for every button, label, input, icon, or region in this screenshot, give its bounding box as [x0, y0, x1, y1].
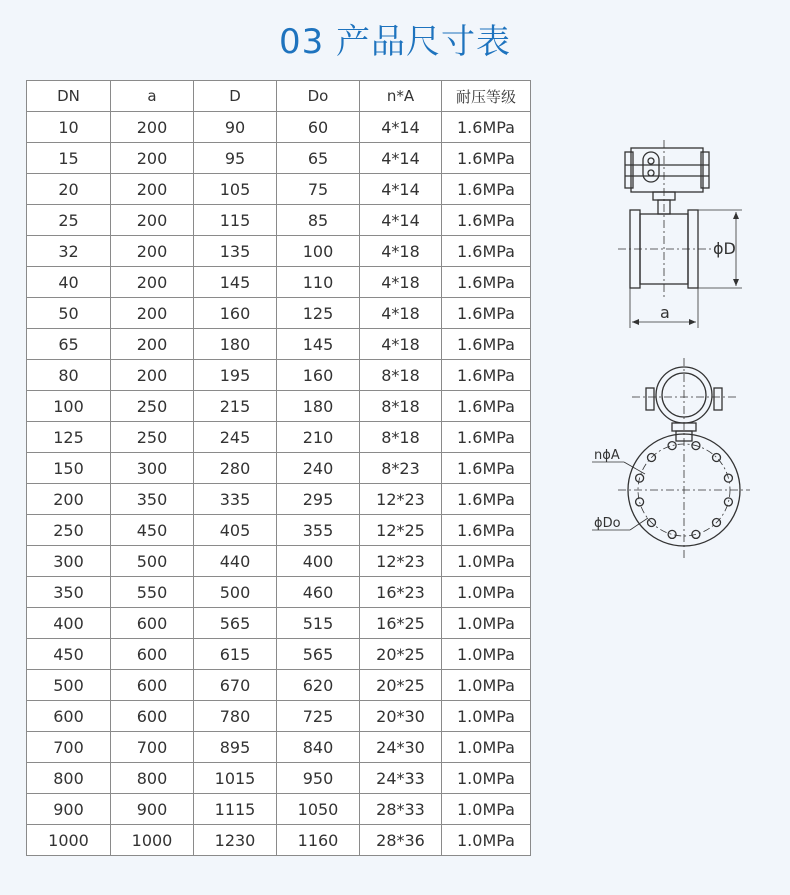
table-cell: 65: [277, 143, 360, 174]
table-cell: 500: [27, 670, 111, 701]
table-row: [27, 639, 531, 670]
table-cell: 60: [277, 112, 360, 143]
table-cell: 780: [194, 701, 277, 732]
table-cell: 280: [194, 453, 277, 484]
table-row: [27, 391, 531, 422]
table-cell: 1.0MPa: [442, 825, 531, 856]
dimension-table: [26, 80, 531, 856]
table-cell: 1160: [277, 825, 360, 856]
table-cell: 4*14: [360, 112, 442, 143]
table-cell: 895: [194, 732, 277, 763]
table-header-row: [27, 81, 531, 112]
table-cell: 515: [277, 608, 360, 639]
table-cell: 12*23: [360, 484, 442, 515]
bolt-circle: [638, 444, 730, 536]
table-cell: 600: [111, 670, 194, 701]
table-cell: 195: [194, 360, 277, 391]
table-cell: 8*18: [360, 360, 442, 391]
column-header: n*A: [360, 81, 442, 112]
table-cell: 500: [111, 546, 194, 577]
table-cell: 245: [194, 422, 277, 453]
table-cell: 550: [111, 577, 194, 608]
table-cell: 335: [194, 484, 277, 515]
table-cell: 600: [111, 701, 194, 732]
table-cell: 950: [277, 763, 360, 794]
table-cell: 4*18: [360, 236, 442, 267]
table-cell: 8*18: [360, 391, 442, 422]
table-cell: 28*36: [360, 825, 442, 856]
table-cell: 90: [194, 112, 277, 143]
table-row: [27, 515, 531, 546]
table-cell: 145: [277, 329, 360, 360]
table-cell: 16*25: [360, 608, 442, 639]
table-cell: 32: [27, 236, 111, 267]
table-cell: 1.6MPa: [442, 298, 531, 329]
table-cell: 65: [27, 329, 111, 360]
left-flange: [630, 210, 640, 288]
table-cell: 200: [111, 205, 194, 236]
table-cell: 4*18: [360, 298, 442, 329]
table-cell: 800: [111, 763, 194, 794]
table-row: [27, 763, 531, 794]
table-cell: 105: [194, 174, 277, 205]
table-cell: 1015: [194, 763, 277, 794]
table-cell: 4*14: [360, 205, 442, 236]
table-row: [27, 298, 531, 329]
table-cell: 900: [27, 794, 111, 825]
pcd-label: ϕDo: [594, 516, 621, 531]
table-cell: 200: [111, 112, 194, 143]
column-header: DN: [27, 81, 111, 112]
table-cell: 4*14: [360, 143, 442, 174]
bolt-hole: [713, 454, 721, 462]
table-cell: 160: [277, 360, 360, 391]
table-cell: 24*30: [360, 732, 442, 763]
table-cell: 200: [111, 267, 194, 298]
table-cell: 1.6MPa: [442, 174, 531, 205]
table-cell: 300: [27, 546, 111, 577]
table-cell: 24*33: [360, 763, 442, 794]
right-flange: [688, 210, 698, 288]
converter-head: [631, 148, 703, 192]
bolt-hole: [724, 498, 732, 506]
table-cell: 600: [111, 639, 194, 670]
table-row: [27, 422, 531, 453]
table-cell: 1.0MPa: [442, 670, 531, 701]
table-cell: 350: [111, 484, 194, 515]
table-cell: 1.0MPa: [442, 639, 531, 670]
table-cell: 1.6MPa: [442, 236, 531, 267]
flange-outer: [628, 434, 740, 546]
table-cell: 250: [111, 422, 194, 453]
table-cell: 1.6MPa: [442, 515, 531, 546]
table-row: [27, 825, 531, 856]
table-cell: 615: [194, 639, 277, 670]
table-cell: 95: [194, 143, 277, 174]
table-cell: 1230: [194, 825, 277, 856]
table-cell: 16*23: [360, 577, 442, 608]
table-cell: 125: [277, 298, 360, 329]
table-row: [27, 329, 531, 360]
table-cell: 500: [194, 577, 277, 608]
table-cell: 620: [277, 670, 360, 701]
table-row: [27, 608, 531, 639]
a-dimension-label: a: [660, 303, 670, 322]
table-cell: 4*18: [360, 267, 442, 298]
table-cell: 1.0MPa: [442, 608, 531, 639]
table-cell: 400: [277, 546, 360, 577]
table-row: [27, 546, 531, 577]
table-cell: 1.0MPa: [442, 577, 531, 608]
table-cell: 1.6MPa: [442, 422, 531, 453]
table-cell: 1.6MPa: [442, 453, 531, 484]
table-row: [27, 143, 531, 174]
table-cell: 565: [194, 608, 277, 639]
column-header: D: [194, 81, 277, 112]
table-cell: 350: [27, 577, 111, 608]
table-row: [27, 453, 531, 484]
table-cell: 355: [277, 515, 360, 546]
table-cell: 10: [27, 112, 111, 143]
bolt-hole: [648, 454, 656, 462]
table-row: [27, 205, 531, 236]
bolt-hole: [713, 519, 721, 527]
table-cell: 180: [277, 391, 360, 422]
table-cell: 1.6MPa: [442, 484, 531, 515]
table-cell: 450: [111, 515, 194, 546]
table-cell: 4*18: [360, 329, 442, 360]
table-cell: 300: [111, 453, 194, 484]
table-cell: 725: [277, 701, 360, 732]
table-cell: 1000: [111, 825, 194, 856]
table-cell: 1.0MPa: [442, 701, 531, 732]
table-cell: 460: [277, 577, 360, 608]
table-cell: 8*18: [360, 422, 442, 453]
table-cell: 25: [27, 205, 111, 236]
table-cell: 100: [27, 391, 111, 422]
table-cell: 200: [111, 236, 194, 267]
table-cell: 20: [27, 174, 111, 205]
table-cell: 110: [277, 267, 360, 298]
table-cell: 80: [27, 360, 111, 391]
table-cell: 600: [27, 701, 111, 732]
table-cell: 145: [194, 267, 277, 298]
table-cell: 1.0MPa: [442, 732, 531, 763]
table-cell: 200: [111, 143, 194, 174]
table-cell: 12*23: [360, 546, 442, 577]
bolt-hole: [692, 442, 700, 450]
table-cell: 200: [111, 329, 194, 360]
table-cell: 1000: [27, 825, 111, 856]
table-cell: 200: [111, 360, 194, 391]
column-header: a: [111, 81, 194, 112]
hole-label: nϕA: [594, 448, 620, 463]
table-cell: 85: [277, 205, 360, 236]
table-row: [27, 267, 531, 298]
table-cell: 600: [111, 608, 194, 639]
table-cell: 20*30: [360, 701, 442, 732]
table-row: [27, 484, 531, 515]
table-row: [27, 112, 531, 143]
bolt-hole: [648, 519, 656, 527]
table-cell: 150: [27, 453, 111, 484]
table-cell: 200: [111, 174, 194, 205]
table-row: [27, 732, 531, 763]
table-cell: 4*14: [360, 174, 442, 205]
table-cell: 800: [27, 763, 111, 794]
table-row: [27, 236, 531, 267]
bolt-hole: [668, 530, 676, 538]
table-cell: 450: [27, 639, 111, 670]
table-cell: 75: [277, 174, 360, 205]
table-row: [27, 670, 531, 701]
table-cell: 135: [194, 236, 277, 267]
column-header: Do: [277, 81, 360, 112]
d-dimension-label: ϕD: [713, 239, 736, 258]
table-cell: 565: [277, 639, 360, 670]
bolt-hole: [636, 474, 644, 482]
table-cell: 1.6MPa: [442, 143, 531, 174]
table-cell: 8*23: [360, 453, 442, 484]
table-cell: 1.0MPa: [442, 794, 531, 825]
bolt-hole: [724, 474, 732, 482]
table-cell: 20*25: [360, 639, 442, 670]
table-cell: 100: [277, 236, 360, 267]
table-cell: 1.0MPa: [442, 546, 531, 577]
table-cell: 1.0MPa: [442, 763, 531, 794]
table-cell: 1.6MPa: [442, 112, 531, 143]
table-row: [27, 701, 531, 732]
table-row: [27, 577, 531, 608]
table-cell: 900: [111, 794, 194, 825]
sensor-body: [640, 214, 688, 284]
table-row: [27, 360, 531, 391]
table-cell: 670: [194, 670, 277, 701]
table-cell: 200: [27, 484, 111, 515]
table-cell: 210: [277, 422, 360, 453]
table-cell: 180: [194, 329, 277, 360]
page-title: 03 产品尺寸表: [278, 22, 512, 62]
table-cell: 50: [27, 298, 111, 329]
table-cell: 1.6MPa: [442, 329, 531, 360]
table-cell: 1.6MPa: [442, 391, 531, 422]
table-cell: 250: [27, 515, 111, 546]
table-cell: 1115: [194, 794, 277, 825]
table-cell: 700: [111, 732, 194, 763]
table-cell: 115: [194, 205, 277, 236]
table-cell: 295: [277, 484, 360, 515]
bolt-hole: [636, 498, 644, 506]
table-cell: 28*33: [360, 794, 442, 825]
table-cell: 840: [277, 732, 360, 763]
table-cell: 400: [27, 608, 111, 639]
table-cell: 1.6MPa: [442, 360, 531, 391]
table-cell: 440: [194, 546, 277, 577]
table-cell: 700: [27, 732, 111, 763]
bolt-hole: [668, 442, 676, 450]
table-cell: 12*25: [360, 515, 442, 546]
table-cell: 160: [194, 298, 277, 329]
table-cell: 200: [111, 298, 194, 329]
table-row: [27, 174, 531, 205]
table-cell: 250: [111, 391, 194, 422]
table-cell: 405: [194, 515, 277, 546]
table-cell: 125: [27, 422, 111, 453]
table-cell: 215: [194, 391, 277, 422]
table-cell: 15: [27, 143, 111, 174]
table-cell: 1.6MPa: [442, 205, 531, 236]
table-cell: 40: [27, 267, 111, 298]
table-cell: 1050: [277, 794, 360, 825]
table-cell: 20*25: [360, 670, 442, 701]
column-header: 耐压等级: [442, 81, 531, 112]
table-cell: 240: [277, 453, 360, 484]
table-row: [27, 794, 531, 825]
bolt-hole: [692, 530, 700, 538]
table-cell: 1.6MPa: [442, 267, 531, 298]
